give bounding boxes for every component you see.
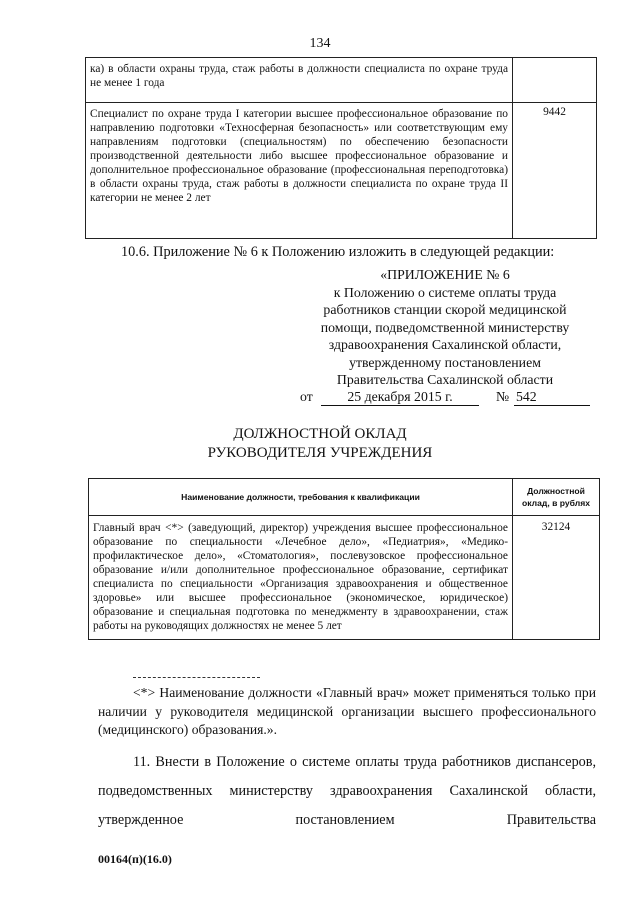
paragraph-11: 11. Внести в Положение о системе оплаты труда работников диспансеров, подведомственных министерству здравоохранения Сахалинской области, утвержденное постановлением Правительства: [98, 754, 596, 828]
table-cell-requirements: Главный врач <*> (заведующий, директор) учреждения высшее профессиональное образование по специальности «Лечебное дело», «Педиатрия», «Медико-профилактическое дело», «Стоматология», послевузовское профессиональное образование и/или дополнительное профессиональное образование, сертификат специалиста по специальности «Организация здравоохранения и общественное здоровье» или высшее профессиональное (экономическое, юридическое) образование и специальная подготовка по менеджменту в здравоохранении, стаж работы на руководящих должностях не менее 5 лет: [89, 516, 513, 640]
heading-line: РУКОВОДИТЕЛЯ УЧРЕЖДЕНИЯ: [207, 445, 433, 461]
table-header-row: [89, 479, 600, 516]
appendix-line: Правительства Сахалинской области: [336, 372, 554, 387]
appendix-line: помощи, подведомственной министерству: [320, 319, 570, 335]
qualification-table-continued: [85, 57, 597, 239]
table-row: [86, 103, 597, 239]
decree-from-label: от: [300, 389, 313, 404]
decree-date: 25 декабря 2015 г.: [321, 389, 479, 406]
decree-reference: [300, 389, 590, 409]
section-heading: [0, 425, 640, 463]
paragraph-10-6: 10.6. Приложение № 6 к Положению изложить в следующей редакции:: [121, 244, 555, 260]
column-header-position: Наименование должности, требования к квалификации: [89, 479, 513, 516]
appendix-line: утвержденному постановлением: [349, 354, 541, 370]
appendix-title: «ПРИЛОЖЕНИЕ № 6: [380, 267, 510, 282]
appendix-header: [300, 266, 590, 389]
salary-table: [88, 478, 600, 640]
appendix-line: здравоохранения Сахалинской области,: [328, 337, 562, 352]
column-header-salary: Должностной оклад, в рублях: [513, 479, 600, 516]
table-cell-requirements: ка) в области охраны труда, стаж работы в должности специалиста по охране труда не менее 1 года: [86, 58, 513, 103]
document-code: 00164(п)(16.0): [98, 852, 172, 866]
appendix-line: к Положению о системе оплаты труда: [333, 284, 557, 300]
heading-line: ДОЛЖНОСТНОЙ ОКЛАД: [233, 426, 407, 442]
appendix-line: работников станции скорой медицинской: [323, 302, 567, 317]
table-cell-salary: 32124: [513, 516, 600, 640]
table-cell-requirements: Специалист по охране труда I категории высшее профессиональное образование по направлению подготовки «Техносферная безопасность» или соответствующим ему направлениям подготовки (специальностям) по обеспечению безопасности производственной деятельности либо высшее профессиональное образование и дополнительное профессиональное образование (профессиональная переподготовка) в области охраны труда, стаж работы в должности специалиста по охране труда II категории не менее 2 лет: [86, 103, 513, 239]
decree-number: 542: [514, 389, 590, 406]
decree-number-sign: №: [496, 389, 510, 404]
table-cell-salary: [513, 58, 597, 103]
page-number: 134: [309, 36, 331, 51]
footnote-separator: [133, 677, 260, 678]
table-row: [89, 516, 600, 640]
table-row: [86, 58, 597, 103]
table-cell-salary: 9442: [513, 103, 597, 239]
footnote: <*> Наименование должности «Главный врач» может применяться только при наличии у руководителя медицинской организации высшего профессионального (медицинского) образования.».: [98, 685, 596, 737]
